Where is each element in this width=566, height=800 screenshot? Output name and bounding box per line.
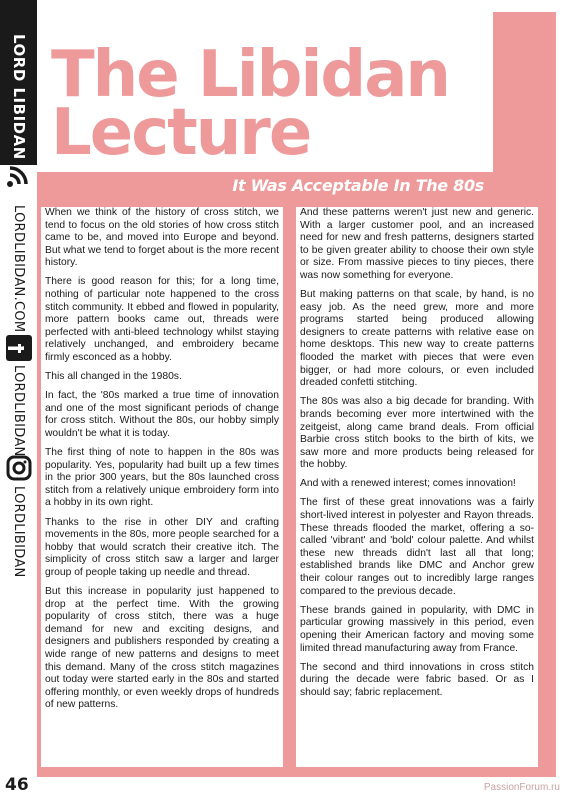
wifi-icon	[4, 166, 34, 202]
paragraph: The second and third innovations in cross stitch during the decade were fabric based. Or as I should say; fabric replacement.	[300, 661, 534, 698]
paragraph: When we think of the history of cross stitch, we tend to focus on the old stories of how cross stitch came to be, and moved into Europe and beyond. But what we tend to forget about is the more recent history.	[45, 207, 279, 269]
brand-block	[0, 0, 37, 165]
paragraph: In fact, the '80s marked a true time of innovation and one of the most significant periods of change for cross stitch. Without the 80s, our hobby simply wouldn't be what it is today.	[45, 390, 279, 439]
title-box	[37, 12, 493, 172]
paragraph: The first thing of note to happen in the 80s was popularity. Yes, popularity had built up a few times in the prior 300 years, but the 80s launched cross stitch from a relatively unique embroidery form into a hobby in its own right.	[45, 447, 279, 509]
facebook-icon[interactable]	[6, 335, 32, 361]
page-number: 46	[5, 775, 29, 795]
paragraph: But this increase in popularity just happened to drop at the perfect time. With the growing popularity of cross stitch, there was a huge demand for new and exciting designs, and designers and publishers responded by creating a wide range of new patterns and designs to meet this demand. Many of the cross stitch magazines out today were started early in the 80s and started offering monthly, or even weekly drops of hundreds of new patterns.	[45, 586, 279, 711]
watermark: PassionForum.ru	[483, 782, 560, 793]
paragraph: The first of these great innovations was a fairly short-lived interest in polyester and Rayon threads. These threads flooded the market, offering a so-called 'vibrant' and 'bold' colour palette. And whilst these new threads didn't last all that long; established brands like DMC and Anchor grew their colour ranges out to incredibly large ranges compared to the previous decade.	[300, 497, 534, 597]
website-label[interactable]: LORDLIBIDAN.COM	[11, 205, 26, 333]
sidebar	[0, 0, 37, 777]
article-subtitle: It Was Acceptable In The 80s	[232, 176, 484, 195]
left-column	[41, 207, 283, 767]
brand-name: LORD LIBIDAN	[10, 34, 28, 160]
instagram-icon[interactable]	[6, 455, 32, 481]
paragraph: There is good reason for this; for a long time, nothing of particular note happened to the cross stitch community. It ebbed and flowed in popularity, more pattern books came out, threads were perfected with anti-bleed technology whilst staying relatively unchanged, and embroidery became firmly esconced as a hobby.	[45, 276, 279, 364]
paragraph: These brands gained in popularity, with DMC in particular growing massively in this period, even opening their American factory and moving some limited thread manufacturing away from France.	[300, 604, 534, 654]
paragraph: And with a renewed interest; comes innovation!	[300, 478, 516, 490]
paragraph: This all changed in the 1980s.	[45, 371, 182, 383]
paragraph: Thanks to the rise in other DIY and crafting movements in the 80s, more people searched for a hobby that would scratch their creative itch. The simplicity of cross stitch saw a larger and larger group of people taking up needle and thread.	[45, 516, 279, 578]
paragraph: The 80s was also a big decade for branding. With brands becoming ever more intertwined with the zeitgeist, along came brand deals. From official Barbie cross stitch books to the birth of kits, we saw more and more products being released for the hobby.	[300, 396, 534, 471]
right-column	[296, 207, 538, 767]
facebook-handle[interactable]: LORDLIBIDAN	[11, 365, 26, 457]
paragraph: And these patterns weren't just new and generic. With a larger customer pool, and an increased need for new and fresh patterns, designers started to be given greater ability to choose their own style or size. From massive pieces to tiny pieces, there was now something for everyone.	[300, 207, 534, 281]
article-title: The Libidan Lecture	[51, 38, 449, 170]
instagram-handle[interactable]: LORDLIBIDAN	[11, 486, 26, 578]
paragraph: But making patterns on that scale, by hand, is no easy job. As the need grew, more and more programs started being produced allowing designers to create patterns with relative ease on home desktops. This new way to create patterns flooded the market with pieces that were even bigger, or had more colours, or even included dreaded confetti stitching.	[300, 289, 534, 389]
